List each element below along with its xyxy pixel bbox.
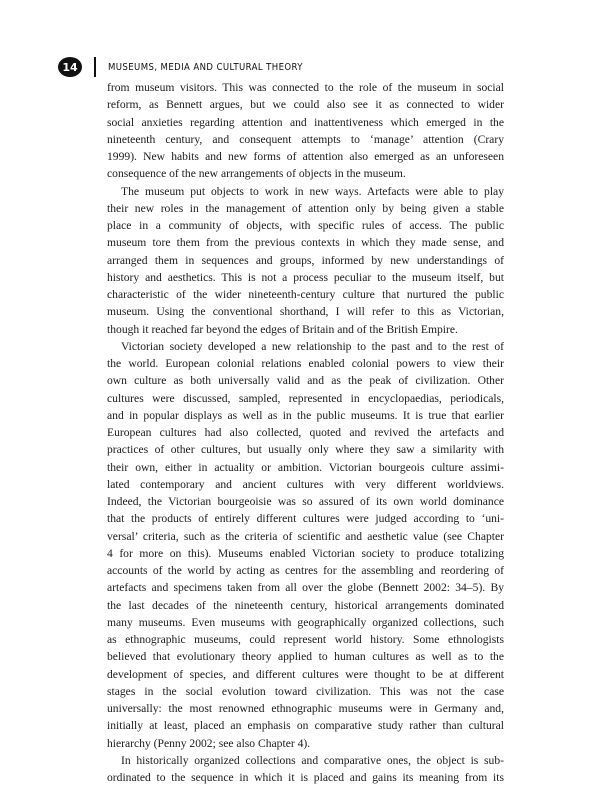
text-line: development of species, and different cultures were thought to be at different <box>107 667 504 681</box>
text-line: universally: the most renowned ethnographic museums were in Germany and, <box>107 702 504 715</box>
header-divider <box>94 57 96 77</box>
text-line: versal’ criteria, such as the criteria of scientific and aesthetic value (see Chapter <box>107 529 504 543</box>
text-line: characteristic of the wider nineteenth-century culture that nurtured the public <box>107 288 504 301</box>
page-number: 14 <box>58 57 82 77</box>
running-header <box>58 56 303 78</box>
text-line: European cultures had also collected, quoted and revived the artefacts and <box>107 426 504 439</box>
text-line: reform, as Bennett argues, but we could also see it as connected to wider <box>107 98 504 112</box>
text-line: Victorian society developed a new relationship to the past and to the rest of <box>121 339 504 353</box>
text-line: hierarchy (Penny 2002; see also Chapter 4). <box>107 736 311 750</box>
text-line: museum. Using the conventional shorthand, I will refer to this as Victorian, <box>107 305 504 319</box>
text-line: The museum put objects to work in new ways. Artefacts were able to play <box>121 184 504 198</box>
text-line: ordinated to the sequence in which it is placed and gains its meaning from its <box>107 771 504 784</box>
text-line: believed that evolutionary theory applied to human cultures as well as to the <box>107 650 504 664</box>
text-line: stages in the social evolution toward civilization. This was not the case <box>107 684 504 698</box>
text-line: lated contemporary and ancient cultures with very different worldviews. <box>107 477 504 491</box>
text-line: that the products of entirely different cultures were judged according to ‘uni- <box>107 512 504 526</box>
text-line: artefacts and specimens taken from all over the globe (Bennett 2002: 34–5). By <box>107 581 504 595</box>
text-line: their new roles in the management of attention only by being given a stable <box>107 201 504 215</box>
text-line: 4 for more on this). Museums enabled Victorian society to produce totalizing <box>107 546 504 560</box>
text-line: own culture as both universally valid and as the peak of civilization. Other <box>107 374 504 388</box>
text-line: many museums. Even museums with geographically organized collections, such <box>107 615 504 629</box>
text-line: from museum visitors. This was connected to the role of the museum in social <box>107 81 504 94</box>
text-line: history and aesthetics. This is not a process peculiar to the museum itself, but <box>107 270 504 284</box>
text-line: arranged them in sequences and groups, informed by new understandings of <box>107 253 504 267</box>
text-line: museum tore them from the previous contexts in which they made sense, and <box>107 236 504 250</box>
body-text <box>107 79 504 786</box>
text-line: Indeed, the Victorian bourgeoisie was so assured of its own world dominance <box>107 495 504 508</box>
text-line: In historically organized collections and comparative ones, the object is sub- <box>121 753 504 767</box>
text-line: place in a community of objects, with specific rules of access. The public <box>107 219 504 232</box>
text-line: the world. European colonial relations enabled colonial powers to view their <box>107 357 504 370</box>
text-line: accounts of the world by acting as centres for the assembling and reordering of <box>107 564 504 577</box>
text-line: cultures were discussed, sampled, represented in encyclopaedias, periodicals, <box>107 391 504 405</box>
text-line: and in popular displays as well as in the public museums. It is true that earlier <box>107 408 504 422</box>
text-line: social anxieties regarding attention and inattentiveness which emerged in the <box>107 115 504 129</box>
text-line: 1999). New habits and new forms of attention also emerged as an unforeseen <box>107 150 504 163</box>
text-line: consequence of the new arrangements of objects in the museum. <box>107 167 406 181</box>
text-line: as ethnographic museums, could represent world history. Some ethnologists <box>107 633 504 646</box>
text-line: their own, either in actuality or ambition. Victorian bourgeois culture assimi- <box>107 460 504 474</box>
text-line: practices of other cultures, but usually only where they saw a similarity with <box>107 443 504 457</box>
text-line: initially at least, placed an emphasis on comparative study rather than cultural <box>107 719 504 733</box>
running-head-title: MUSEUMS, MEDIA AND CULTURAL THEORY <box>108 61 303 73</box>
text-line: though it reached far beyond the edges of Britain and of the British Empire. <box>107 322 458 336</box>
text-line: nineteenth century, and consequent attempts to ‘manage’ attention (Crary <box>107 132 504 146</box>
text-line: the last decades of the nineteenth century, historical arrangements dominated <box>107 598 504 612</box>
